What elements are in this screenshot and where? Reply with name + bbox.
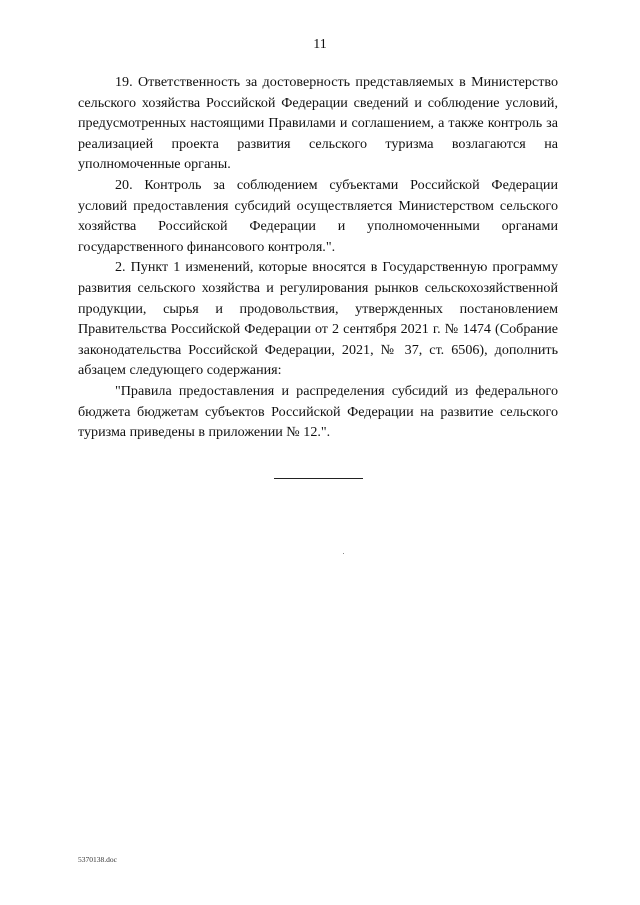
end-divider-line xyxy=(274,478,363,479)
footer-filename: 5370138.doc xyxy=(78,855,117,864)
scan-speck xyxy=(343,553,344,554)
paragraph-2-amendment: 2. Пункт 1 изменений, которые вносятся в Государственную программу развития сельского хозяйства и регулирования рынков сельскохозяйственной продукции, сырья и продовольствия, утвержденных постановлением Правительства Российской Федерации от 2 сентября 2021 г. № 1474 (Собрание законодательства Российской Федерации, 2021, № 37, ст. 6506), дополнить абзацем следующего содержания: xyxy=(78,259,558,379)
page-number: 11 xyxy=(313,37,327,52)
document-body xyxy=(78,72,558,443)
paragraph-19-responsibility: 19. Ответственность за достоверность представляемых в Министерство сельского хозяйства Российской Федерации сведений и соблюдение условий, предусмотренных настоящими Правилами и соглашением, а также контроль за реализацией проекта развития сельского туризма возлагаются на уполномоченные органы. xyxy=(78,74,558,173)
paragraph-quoted-rules: "Правила предоставления и распределения субсидий из федерального бюджета бюджетам субъектов Российской Федерации на развитие сельского туризма приведены в приложении № 12.". xyxy=(78,382,558,441)
paragraph-20-control: 20. Контроль за соблюдением субъектами Российской Федерации условий предоставления субсидий осуществляется Министерством сельского хозяйства Российской Федерации и уполномоченными органами государственного финансового контроля.". xyxy=(78,176,558,255)
